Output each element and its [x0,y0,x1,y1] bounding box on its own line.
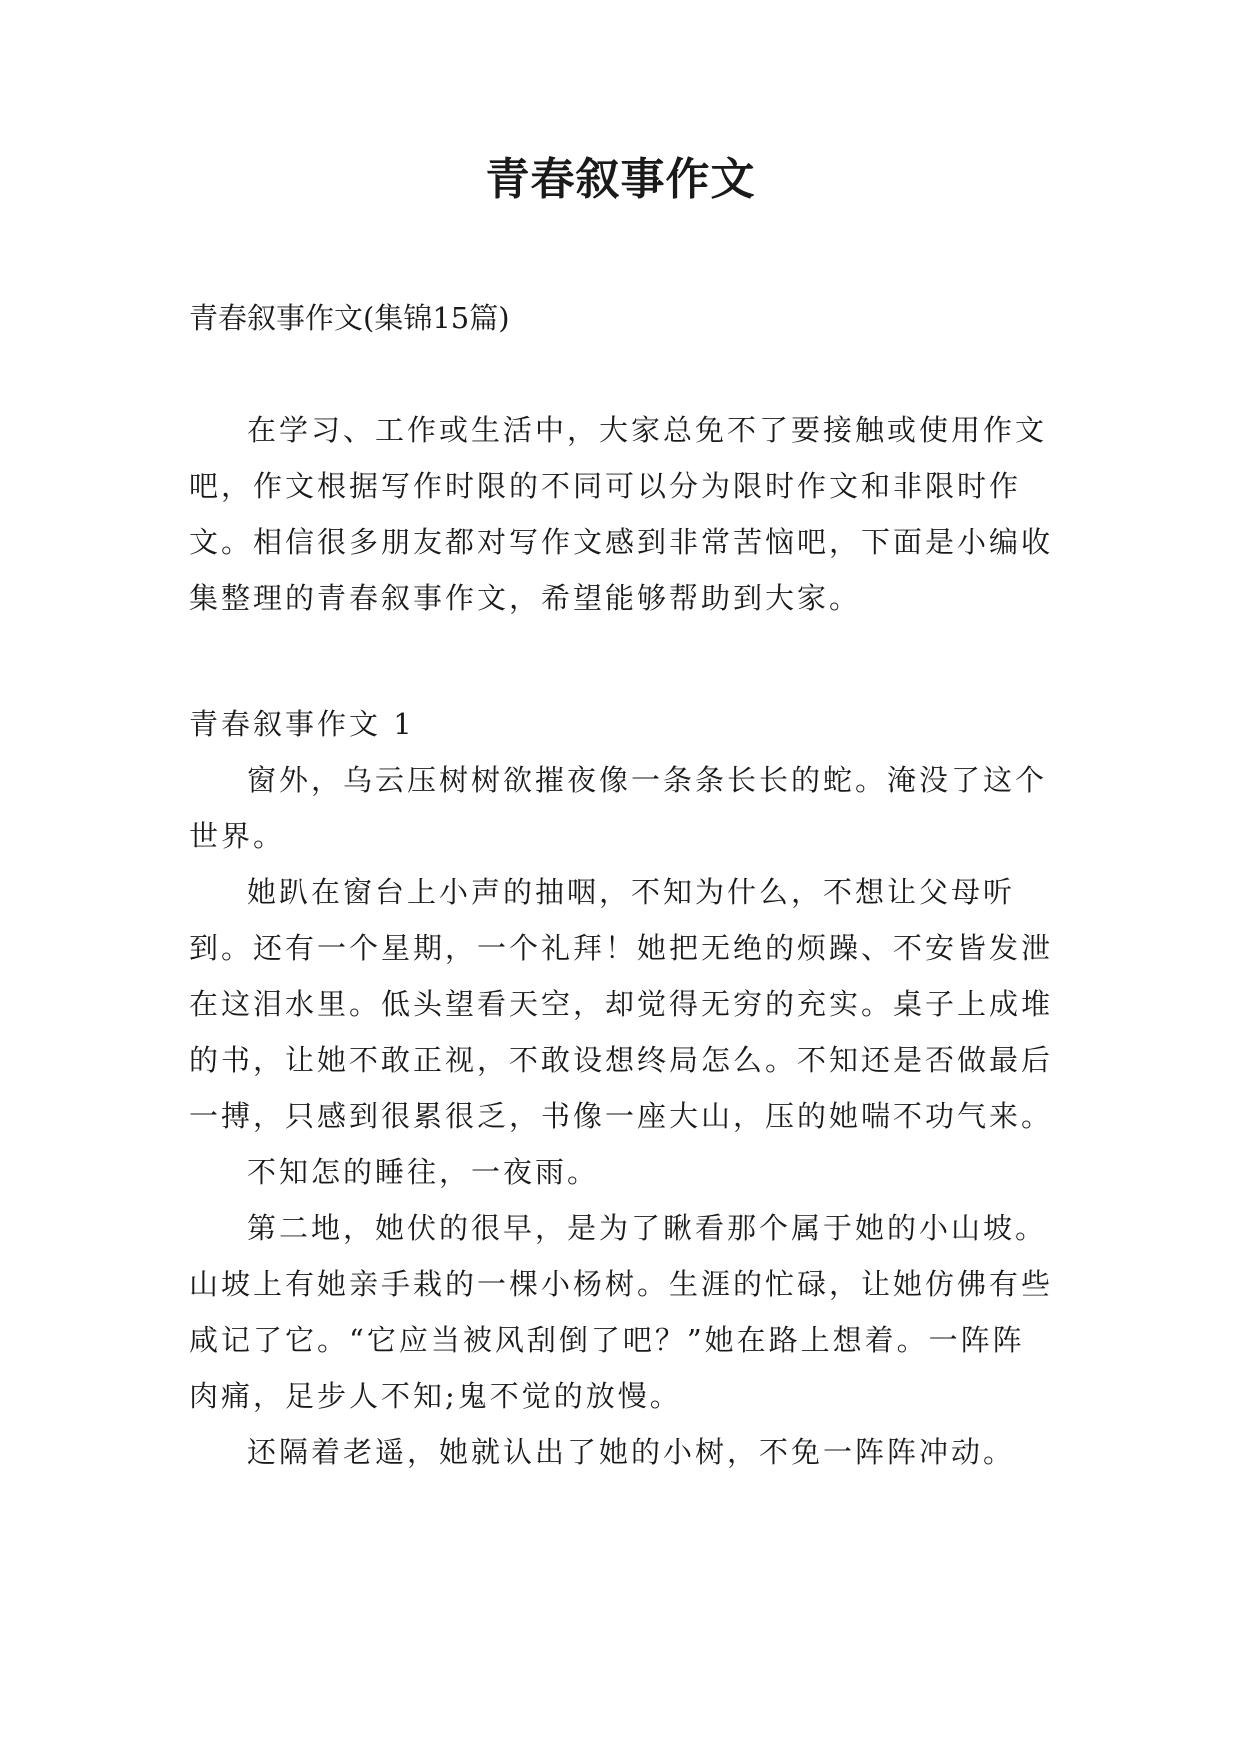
intro-block [189,402,1055,626]
essay-paragraph-5: 还隔着老遥，她就认出了她的小树，不免一阵阵冲动。 [247,1435,1016,1469]
essay-paragraph-3: 不知怎的睡往，一夜雨。 [247,1155,600,1189]
intro-paragraph: 在学习、工作或生活中，大家总免不了要接触或使用作文吧，作文根据写作时限的不同可以分为限时作文和非限时作文。相信很多朋友都对写作文感到非常苦恼吧，下面是小编收集整理的青春叙事作文，希望能够帮助到大家。 [189,413,1054,615]
essay-paragraph-2: 她趴在窗台上小声的抽咽，不知为什么，不想让父母听到。还有一个星期，一个礼拜！她把无绝的烦躁、不安皆发泄在这泪水里。低头望看天空，却觉得无穷的充实。桌子上成堆的书，让她不敢正视，不敢设想终局怎么。不知还是否做最后一搏，只感到很累很乏，书像一座大山，压的她喘不功气来。 [189,875,1054,1133]
document-title: 青春叙事作文 [485,154,756,205]
essay-paragraph-4: 第二地，她伏的很早，是为了瞅看那个属于她的小山坡。山坡上有她亲手栽的一棵小杨树。生涯的忙碌，让她仿佛有些咸记了它。“它应当被风刮倒了吧？”她在路上想着。一阵阵肉痛，足步人不知;鬼不觉的放慢。 [189,1211,1054,1413]
essay-body [189,752,1055,1480]
essay-paragraph-1: 窗外，乌云压树树欲摧夜像一条条长长的蛇。淹没了这个世界。 [189,763,1048,853]
document-subtitle: 青春叙事作文(集锦15篇) [189,301,510,335]
section-heading: 青春叙事作文 1 [189,707,415,741]
